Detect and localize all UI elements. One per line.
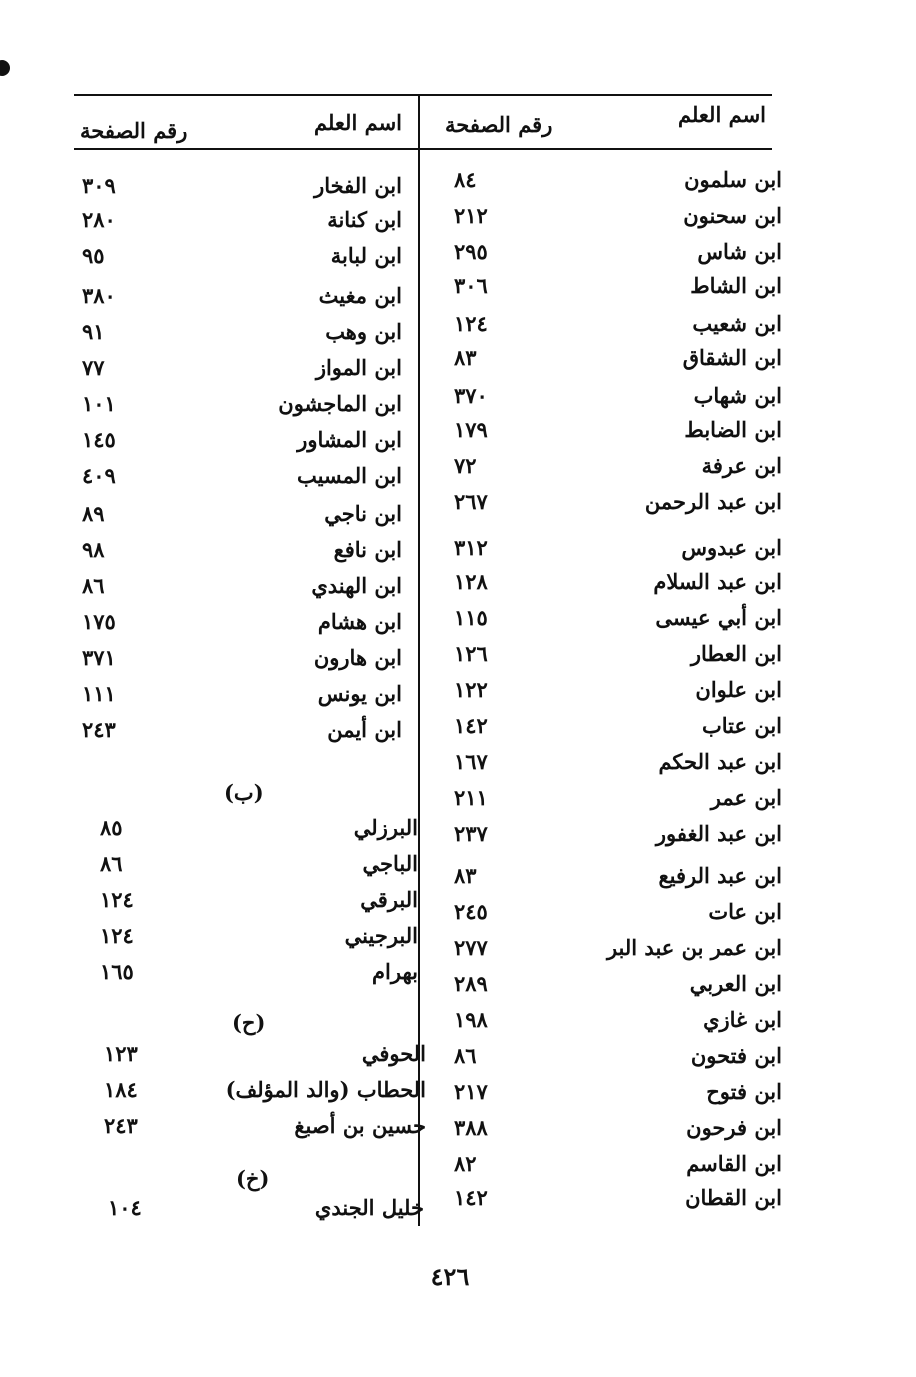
index-entry-name: ابن عتاب xyxy=(701,713,782,738)
index-entry-name: بهرام xyxy=(372,959,418,984)
index-entry-name: ابن أيمن xyxy=(327,717,402,742)
index-entry-page: ١٤٢ xyxy=(454,1185,488,1210)
index-entry-page: ١١٥ xyxy=(454,605,488,630)
index-entry-page: ٣٧١ xyxy=(82,645,116,670)
index-entry-page: ٣٠٩ xyxy=(82,173,116,198)
index-entry-name: ابن عبد السلام xyxy=(653,569,782,594)
section-heading-kh: (خ) xyxy=(236,1166,270,1191)
index-entry-name: ابن المواز xyxy=(315,355,402,380)
index-entry-page: ١٨٤ xyxy=(104,1077,138,1102)
index-entry-page: ٢٨٠ xyxy=(82,207,116,232)
index-entry-page: ٩٥ xyxy=(82,243,105,268)
index-entry-page: ٢٤٣ xyxy=(82,717,116,742)
table-top-rule xyxy=(74,94,772,96)
index-entry-page: ٨٣ xyxy=(454,863,477,888)
section-heading-h: (ح) xyxy=(232,1010,266,1035)
index-entry-page: ١٢٤ xyxy=(454,311,488,336)
index-entry-page: ٨٣ xyxy=(454,345,477,370)
index-entry-page: ١٤٢ xyxy=(454,713,488,738)
index-entry-page: ١٤٥ xyxy=(82,427,116,452)
index-entry-page: ٧٧ xyxy=(82,355,105,380)
index-entry-page: ٣٨٠ xyxy=(82,283,116,308)
index-entry-page: ٢١٧ xyxy=(454,1079,488,1104)
index-entry-name: الحوفي xyxy=(361,1041,426,1066)
index-entry-name: ابن عبد الحكم xyxy=(658,749,782,774)
index-entry-name: ابن لبابة xyxy=(330,243,402,268)
index-entry-page: ٩٨ xyxy=(82,537,105,562)
index-entry-name: ابن سلمون xyxy=(684,167,782,192)
index-entry-page: ١١١ xyxy=(82,681,116,706)
index-entry-page: ١٢٦ xyxy=(454,641,488,666)
index-entry-page: ٩١ xyxy=(82,319,105,344)
index-entry-name: البرزلي xyxy=(353,815,418,840)
index-entry-page: ٨٤ xyxy=(454,167,477,192)
index-entry-page: ٢٤٥ xyxy=(454,899,488,924)
index-entry-name: ابن هشام xyxy=(317,609,402,634)
index-entry-name: ابن الهندي xyxy=(311,573,402,598)
page-number: ٤٢٦ xyxy=(430,1262,470,1291)
index-entry-page: ٨٦ xyxy=(100,851,123,876)
index-entry-page: ٣١٢ xyxy=(454,535,488,560)
index-entry-page: ١٦٧ xyxy=(454,749,488,774)
index-entry-name: البرقي xyxy=(360,887,418,912)
index-entry-name: ابن كنانة xyxy=(327,207,402,232)
index-entry-page: ٣٧٠ xyxy=(454,383,488,408)
index-entry-page: ١٢٣ xyxy=(104,1041,138,1066)
index-entry-page: ٤٠٩ xyxy=(82,463,116,488)
index-entry-name: البرجيني xyxy=(344,923,418,948)
right-name-header: اسم العلم xyxy=(677,102,766,127)
header-bottom-rule xyxy=(74,148,772,150)
index-entry-name: ابن عبد الغفور xyxy=(655,821,782,846)
index-entry-page: ١٧٩ xyxy=(454,417,488,442)
index-entry-page: ٣٠٦ xyxy=(454,273,488,298)
index-entry-name: الباجي xyxy=(362,851,418,876)
index-entry-page: ١٠٤ xyxy=(108,1195,142,1220)
index-entry-page: ١٠١ xyxy=(82,391,116,416)
index-entry-name: ابن الشاط xyxy=(690,273,782,298)
index-entry-page: ١٢٨ xyxy=(454,569,488,594)
right-page-header: رقم الصفحة xyxy=(445,112,553,137)
index-entry-name: ابن هارون xyxy=(313,645,402,670)
index-entry-page: ٧٢ xyxy=(454,453,477,478)
index-entry-page: ١٢٢ xyxy=(454,677,488,702)
index-entry-name: ابن عات xyxy=(708,899,782,924)
index-entry-name: ابن شاس xyxy=(697,239,782,264)
index-entry-page: ٢٤٣ xyxy=(104,1113,138,1138)
index-entry-name: ابن أبي عيسى xyxy=(655,605,782,630)
index-entry-page: ٨٥ xyxy=(100,815,123,840)
index-entry-name: ابن عمر بن عبد البر xyxy=(606,935,782,960)
index-entry-name: ابن شهاب xyxy=(693,383,782,408)
index-entry-page: ٨٦ xyxy=(454,1043,477,1068)
left-name-header: اسم العلم xyxy=(313,110,402,135)
index-entry-page: ٨٦ xyxy=(82,573,105,598)
index-entry-name: ابن علوان xyxy=(695,677,782,702)
index-entry-page: ٢٧٧ xyxy=(454,935,488,960)
index-entry-name: حسين بن أصبغ xyxy=(294,1113,426,1138)
index-entry-name: ابن عرفة xyxy=(701,453,782,478)
index-entry-page: ١٦٥ xyxy=(100,959,134,984)
index-entry-name: ابن المسيب xyxy=(296,463,402,488)
index-entry-name: ابن العربي xyxy=(689,971,782,996)
index-entry-name: ابن عمر xyxy=(710,785,782,810)
index-entry-name: الحطاب (والد المؤلف) xyxy=(225,1077,426,1102)
index-entry-name: ابن الفخار xyxy=(314,173,402,198)
index-entry-name: ابن عبد الرحمن xyxy=(644,489,782,514)
index-entry-page: ٢٣٧ xyxy=(454,821,488,846)
index-entry-name: ابن الماجشون xyxy=(278,391,402,416)
index-entry-page: ٢١١ xyxy=(454,785,488,810)
index-entry-page: ١٩٨ xyxy=(454,1007,488,1032)
index-entry-page: ١٧٥ xyxy=(82,609,116,634)
index-entry-name: ابن عبدوس xyxy=(681,535,782,560)
index-entry-name: ابن ناجي xyxy=(324,501,402,526)
index-entry-name: ابن فتحون xyxy=(690,1043,782,1068)
left-page-header: رقم الصفحة xyxy=(80,118,188,143)
index-entry-name: ابن القاسم xyxy=(686,1151,782,1176)
index-entry-page: ٢٩٥ xyxy=(454,239,488,264)
index-entry-page: ٣٨٨ xyxy=(454,1115,488,1140)
index-entry-page: ٨٢ xyxy=(454,1151,477,1176)
index-entry-page: ٢٨٩ xyxy=(454,971,488,996)
index-entry-page: ٨٩ xyxy=(82,501,105,526)
index-entry-page: ١٢٤ xyxy=(100,923,134,948)
index-entry-name: ابن مغيث xyxy=(318,283,402,308)
index-entry-name: ابن القطان xyxy=(685,1185,782,1210)
index-entry-name: ابن المشاور xyxy=(297,427,402,452)
index-entry-name: ابن يونس xyxy=(317,681,402,706)
index-entry-name: ابن غازي xyxy=(703,1007,782,1032)
index-entry-name: ابن شعيب xyxy=(692,311,782,336)
index-entry-name: خليل الجندي xyxy=(314,1195,424,1220)
index-entry-name: ابن فرحون xyxy=(686,1115,782,1140)
index-entry-name: ابن الضابط xyxy=(684,417,782,442)
section-heading-b: (ب) xyxy=(224,780,264,805)
margin-dot xyxy=(0,60,10,76)
index-entry-page: ١٢٤ xyxy=(100,887,134,912)
index-entry-page: ٢١٢ xyxy=(454,203,488,228)
index-entry-name: ابن عبد الرفيع xyxy=(658,863,782,888)
index-entry-name: ابن الشقاق xyxy=(682,345,782,370)
index-entry-name: ابن سحنون xyxy=(683,203,782,228)
index-entry-page: ٢٦٧ xyxy=(454,489,488,514)
index-entry-name: ابن فتوح xyxy=(706,1079,782,1104)
index-entry-name: ابن نافع xyxy=(333,537,402,562)
index-entry-name: ابن العطار xyxy=(690,641,782,666)
index-entry-name: ابن وهب xyxy=(325,319,402,344)
